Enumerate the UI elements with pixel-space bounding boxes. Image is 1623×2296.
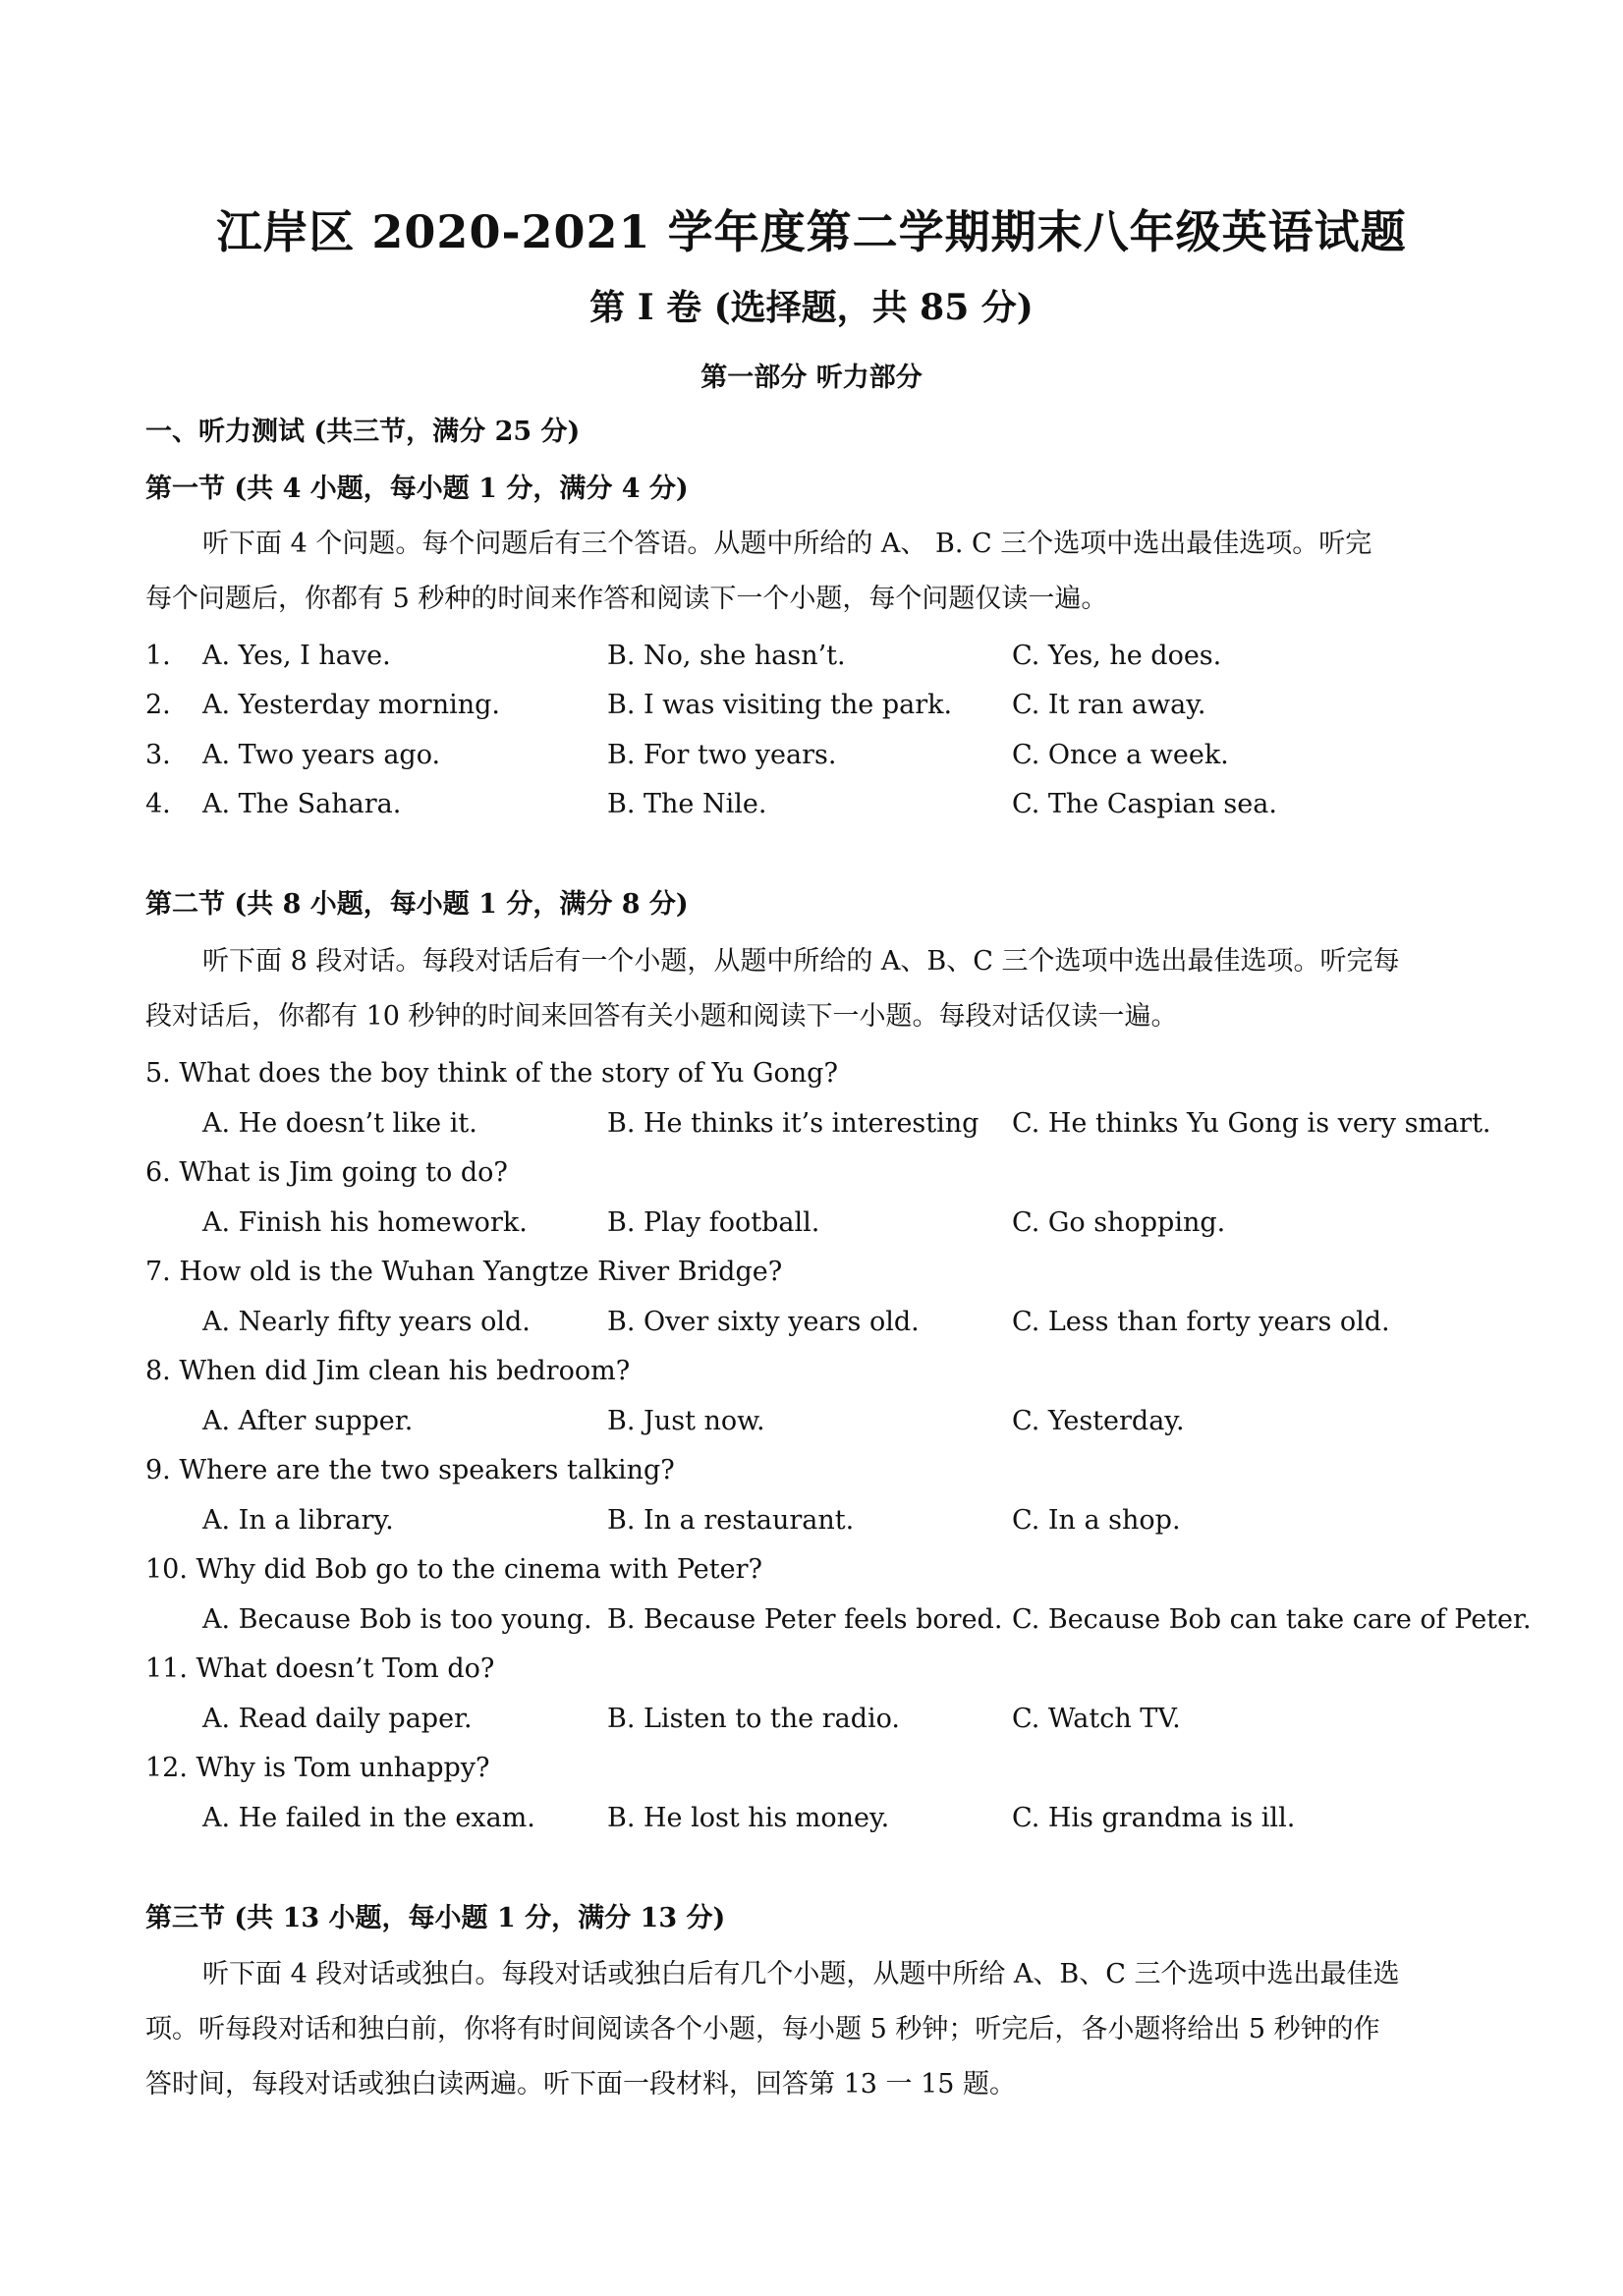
option-c: C. Less than forty years old. [1012,1307,1390,1337]
option-a: A. Because Bob is too young. [202,1604,592,1635]
question-number: 1. [145,641,171,671]
option-c: C. The Caspian sea. [1012,789,1277,819]
sec1-instructions-line2: 每个问题后，你都有 5 秒种的时间来作答和阅读下一个小题，每个问题仅读一遍。 [145,584,1108,614]
option-b: B. In a restaurant. [607,1505,855,1536]
option-c: C. His grandma is ill. [1012,1803,1296,1833]
option-b: B. Listen to the radio. [607,1704,901,1734]
question-number: 4. [145,789,171,819]
paper-subtitle: 第 I 卷 (选择题，共 85 分) [589,287,1034,328]
exam-title: 江岸区 2020-2021 学年度第二学期期末八年级英语试题 [216,205,1407,258]
option-b: B. Just now. [607,1406,765,1436]
option-a: A. The Sahara. [202,789,402,819]
option-a: A. He doesn’t like it. [202,1108,477,1139]
sec3-instructions-line3: 答时间，每段对话或独白读两遍。听下面一段材料，回答第 13 一 15 题。 [145,2069,1017,2100]
option-c: C. Once a week. [1012,740,1229,770]
sec3-heading: 第三节 (共 13 小题，每小题 1 分，满分 13 分) [145,1903,726,1933]
options-row [145,1603,1532,1637]
option-b: B. Over sixty years old. [607,1307,920,1337]
option-c: C. It ran away. [1012,690,1206,720]
question-row [145,640,1482,673]
options-row [145,1306,1482,1339]
option-c: C. Yes, he does. [1012,641,1222,671]
question-text: 10. Why did Bob go to the cinema with Peter? [145,1554,762,1585]
sec1-heading: 第一节 (共 4 小题，每小题 1 分，满分 4 分) [145,474,689,504]
question-row [145,739,1482,772]
option-b: B. Play football. [607,1207,820,1238]
question-text: 7. How old is the Wuhan Yangtze River Bridge? [145,1257,783,1287]
option-b: B. For two years. [607,740,837,770]
option-b: B. The Nile. [607,789,767,819]
option-c: C. He thinks Yu Gong is very smart. [1012,1108,1491,1139]
option-b: B. He lost his money. [607,1803,890,1833]
sec2-instructions-line2: 段对话后，你都有 10 秒钟的时间来回答有关小题和阅读下一小题。每段对话仅读一遍。 [145,1001,1178,1032]
options-row [145,1703,1482,1736]
option-b: B. Because Peter feels bored. [607,1604,1003,1635]
option-b: B. I was visiting the park. [607,690,953,720]
options-row [145,1504,1482,1538]
question-row [145,689,1482,722]
option-a: A. After supper. [202,1406,414,1436]
options-row [145,1206,1482,1240]
question-text: 6. What is Jim going to do? [145,1157,508,1188]
option-a: A. He failed in the exam. [202,1803,535,1833]
option-a: A. Read daily paper. [202,1704,473,1734]
question-number: 3. [145,740,171,770]
options-row [145,1802,1482,1835]
question-row [145,788,1482,821]
question-text: 11. What doesn’t Tom do? [145,1653,495,1684]
option-a: A. Two years ago. [202,740,441,770]
options-row [145,1405,1482,1438]
question-text: 8. When did Jim clean his bedroom? [145,1356,631,1386]
sec2-heading: 第二节 (共 8 小题，每小题 1 分，满分 8 分) [145,889,689,920]
options-row [145,1107,1491,1141]
part-title: 第一部分 听力部分 [700,363,923,393]
question-number: 2. [145,690,171,720]
sec2-instructions-line1: 听下面 8 段对话。每段对话后有一个小题，从题中所给的 A、B、C 三个选项中选出最佳选项。听完每 [202,946,1400,977]
option-b: B. He thinks it’s interesting [607,1108,979,1139]
option-c: C. In a shop. [1012,1505,1181,1536]
option-a: A. In a library. [202,1505,394,1536]
sec1-instructions-line1: 听下面 4 个问题。每个问题后有三个答语。从题中所给的 A、 B. C 三个选项中选出最佳选项。听完 [202,529,1372,559]
option-b: B. No, she hasn’t. [607,641,846,671]
section-main-heading: 一、听力测试 (共三节，满分 25 分) [145,417,581,447]
option-a: A. Nearly fifty years old. [202,1307,531,1337]
question-text: 5. What does the boy think of the story of Yu Gong? [145,1058,838,1089]
option-c: C. Yesterday. [1012,1406,1185,1436]
option-a: A. Yes, I have. [202,641,391,671]
sec3-instructions-line2: 项。听每段对话和独白前，你将有时间阅读各个小题，每小题 5 秒钟；听完后，各小题将给出 5 秒钟的作 [145,2014,1380,2044]
option-a: A. Yesterday morning. [202,690,500,720]
question-text: 12. Why is Tom unhappy? [145,1753,490,1783]
question-text: 9. Where are the two speakers talking? [145,1455,675,1485]
sec3-instructions-line1: 听下面 4 段对话或独白。每段对话或独白后有几个小题，从题中所给 A、B、C 三个选项中选出最佳选 [202,1959,1400,1989]
option-c: C. Because Bob can take care of Peter. [1012,1604,1532,1635]
option-c: C. Watch TV. [1012,1704,1181,1734]
option-a: A. Finish his homework. [202,1207,528,1238]
option-c: C. Go shopping. [1012,1207,1226,1238]
